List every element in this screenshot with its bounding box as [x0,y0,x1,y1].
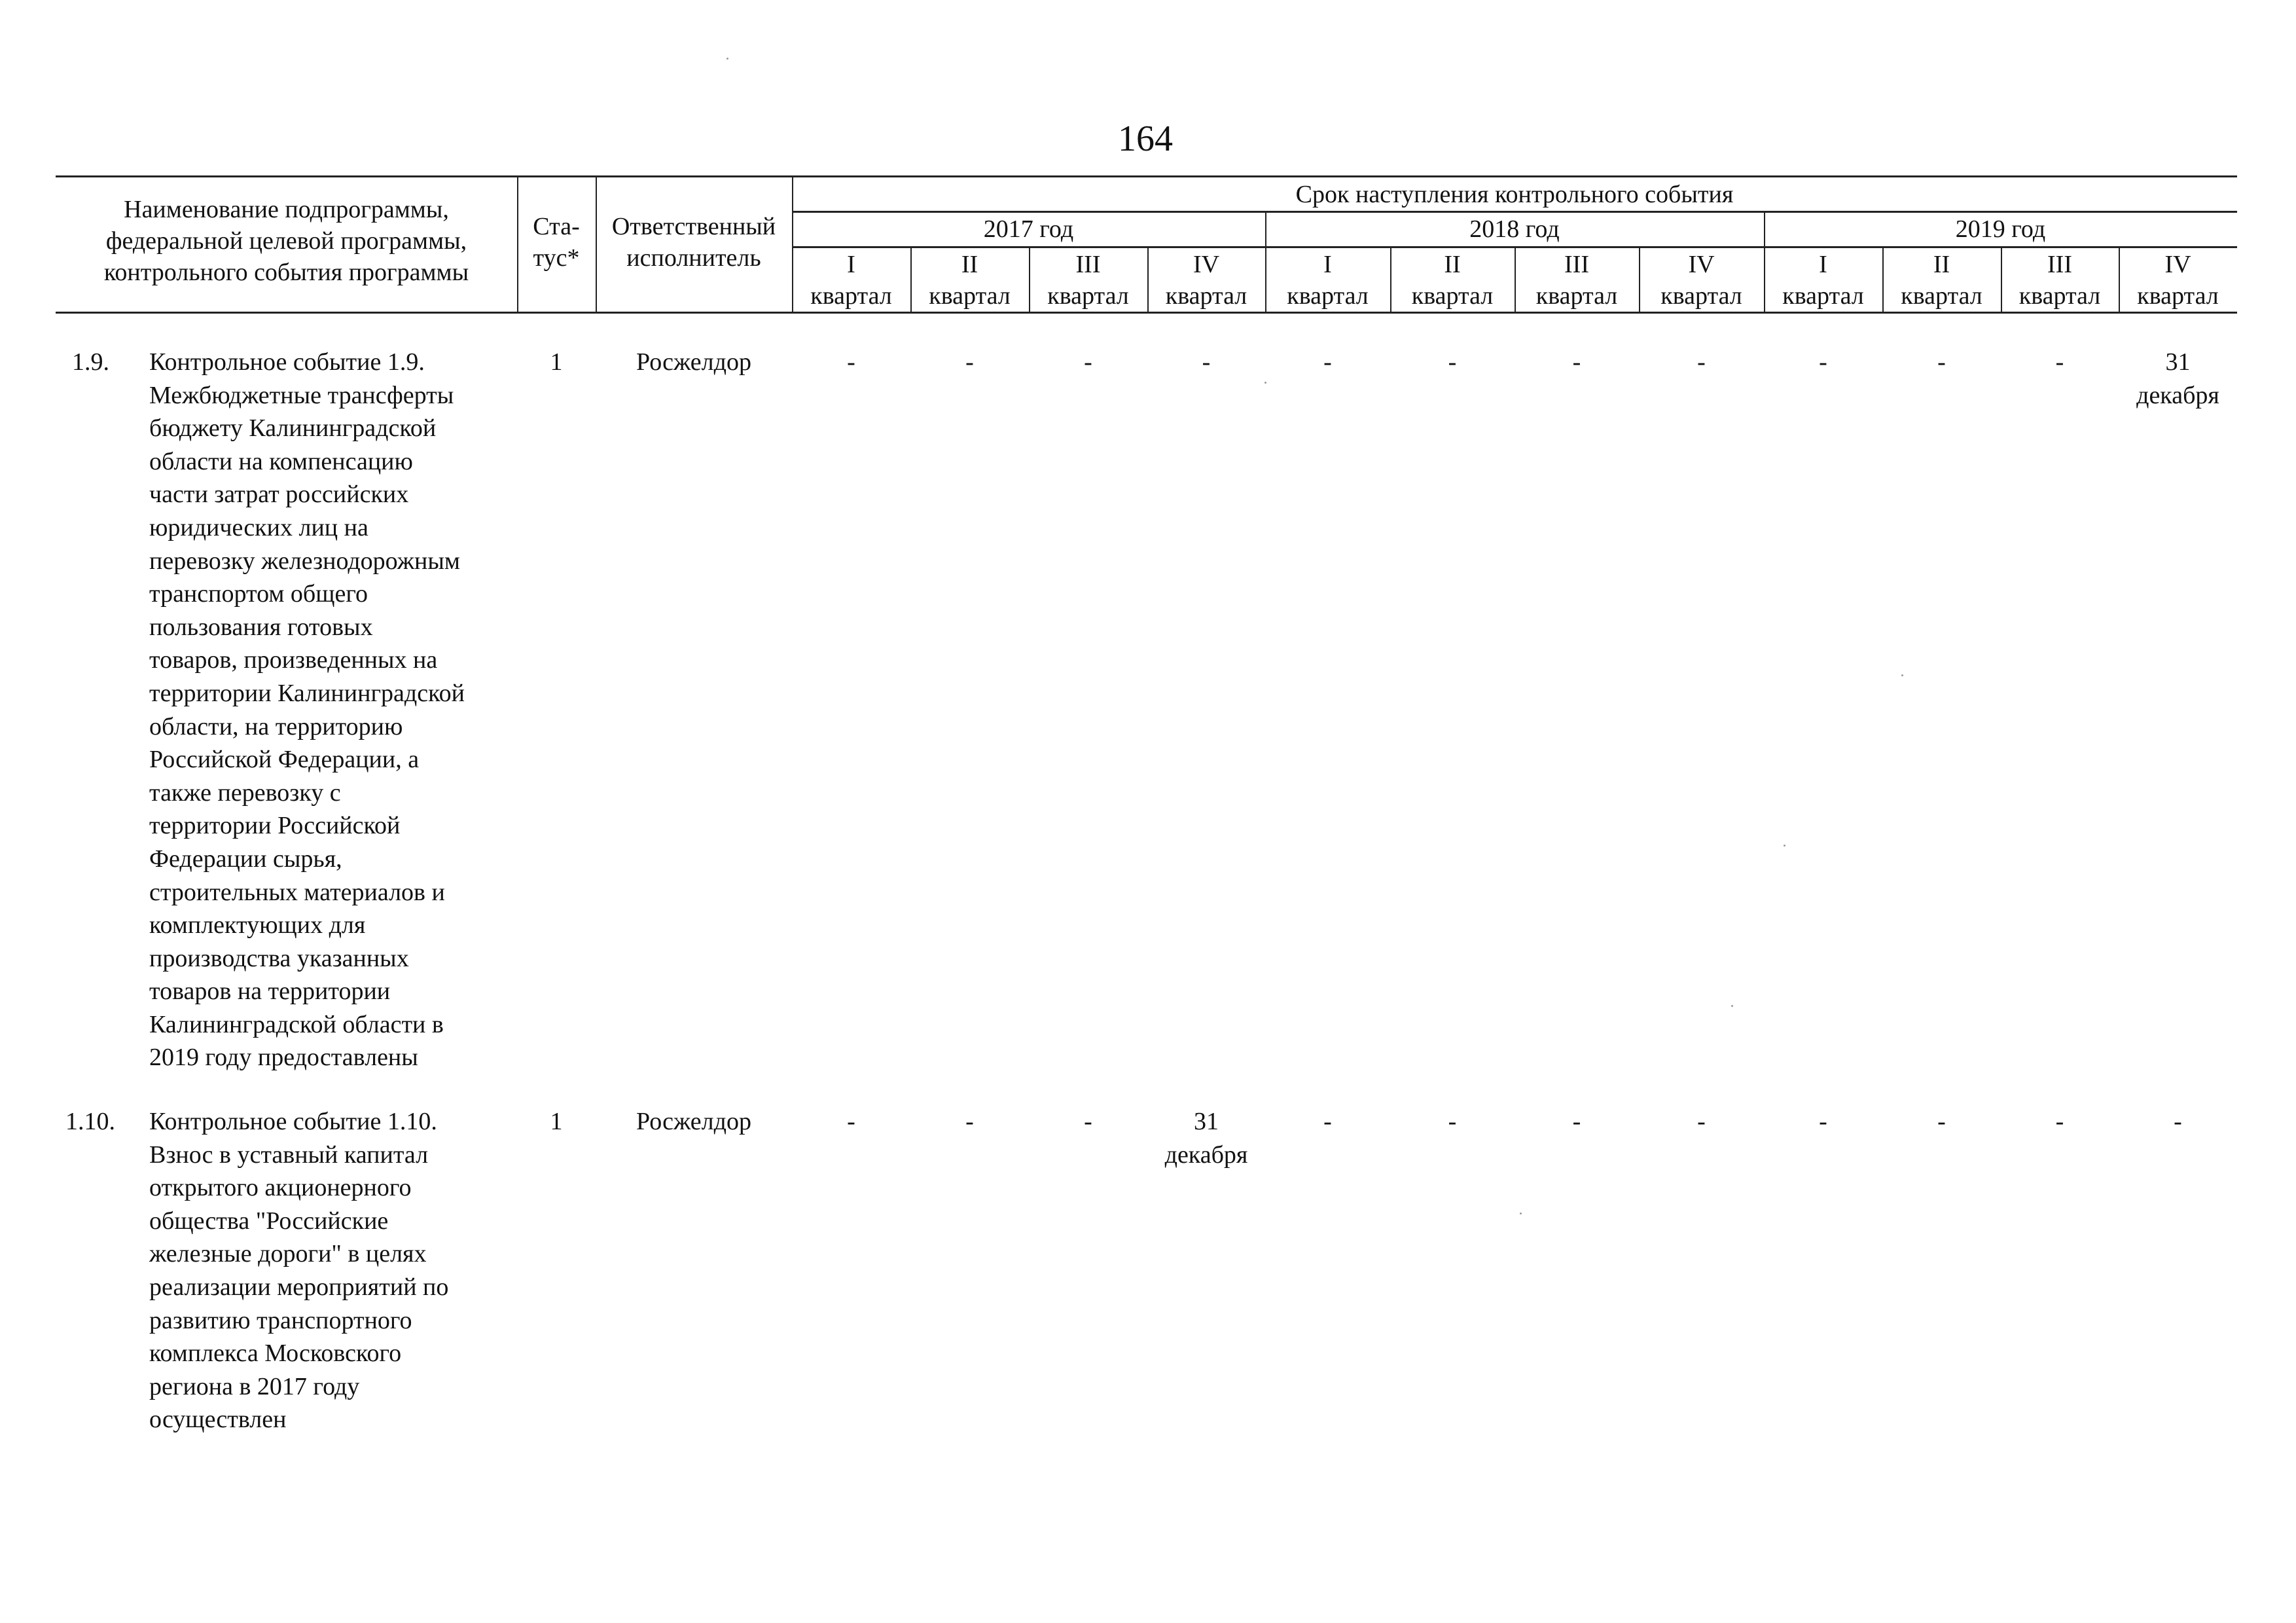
row-name-line: территории Российской [149,812,401,840]
header-year-2017: 2017 год [983,215,1074,243]
header-quarter-numeral: II [961,251,978,278]
quarter-value-line: - [1084,348,1092,376]
row-quarter-value [792,1105,910,1139]
row-quarter-value [2119,1105,2237,1139]
row-name-line: осуществлен [149,1406,287,1434]
row-quarter-value [2001,1105,2119,1139]
row-name-line: железные дороги" в целях [149,1240,427,1268]
header-quarter-word: квартал [810,282,892,310]
scan-speck [1520,1213,1522,1214]
header-quarter-word: квартал [1411,282,1494,310]
scan-speck [1265,382,1266,384]
row-name-line: бюджету Калининградской [149,414,437,443]
page-number: 164 [1118,119,1173,159]
row-name-line: реализации мероприятий по [149,1273,449,1301]
header-quarter-numeral: III [2047,251,2072,278]
row-name-line: товаров, произведенных на [149,646,438,674]
quarter-value-line: 31 [2165,348,2191,376]
scan-speck [1784,845,1785,847]
quarter-value-line: - [847,1108,855,1135]
row-name-line: региона в 2017 году [149,1372,360,1400]
quarter-value-line: - [1323,1108,1332,1135]
row-status: 1 [550,348,563,376]
row-name-line: товаров на территории [149,977,391,1006]
row-quarter-value [1029,1105,1147,1139]
row-name-line: производства указанных [149,944,409,972]
row-quarter-value [910,1105,1029,1139]
row-name-line: Российской Федерации, а [149,746,420,774]
row-quarter-value [792,346,910,379]
scan-speck [726,58,728,60]
row-name-line: Контрольное событие 1.9. [149,348,425,376]
quarter-value-line: - [1448,348,1457,376]
row-quarter-value [2001,346,2119,379]
header-quarter-word: квартал [1782,282,1864,310]
quarter-value-line: - [1937,1108,1946,1135]
header-period-title: Срок наступления контрольного события [1295,181,1734,208]
row-status: 1 [550,1108,563,1135]
header-quarter-word: квартал [1535,282,1618,310]
row-name-line: области на компенсацию [149,447,413,475]
header-year-2018: 2018 год [1469,215,1560,243]
row-quarter-value [1390,1105,1515,1139]
quarter-value-line: - [965,348,974,376]
row-name-line: комплектующих для [149,911,366,939]
row-name-line: общества "Российские [149,1207,389,1235]
header-quarter-word: квартал [929,282,1011,310]
row-name-line: перевозку железнодорожным [149,547,460,575]
row-name-line: территории Калининградской [149,679,465,707]
row-quarter-value [1515,346,1639,379]
row-name-line: Контрольное событие 1.10. [149,1108,437,1135]
header-year-2019: 2019 год [1955,215,2046,243]
header-quarter-word: квартал [2137,282,2219,310]
row-name [149,1105,516,1436]
header-quarter-word: квартал [1287,282,1369,310]
quarter-value-line: - [1448,1108,1457,1135]
header-quarter-word: квартал [1047,282,1129,310]
row-name-line: Взнос в уставный капитал [149,1140,429,1169]
row-quarter-value [1882,346,2001,379]
row-name-line: также перевозку с [149,778,341,807]
quarter-value-line: - [965,1108,974,1135]
quarter-value-line: - [1084,1108,1092,1135]
row-name-line: области, на территорию [149,712,403,740]
row-name-line: комплекса Московского [149,1340,402,1368]
header-name-column-line: контрольного события программы [103,259,469,286]
quarter-value-line: - [2055,1108,2064,1135]
scan-speck [1901,674,1903,676]
header-quarter-numeral: IV [1193,251,1220,278]
row-name-line: части затрат российских [149,481,409,509]
row-name-line: транспортом общего [149,580,368,608]
header-bottom-rule [56,312,2237,314]
quarter-value-line: - [1937,348,1946,376]
quarter-value-line: - [1697,1108,1706,1135]
row-quarter-value [1029,346,1147,379]
header-quarter-word: квартал [2018,282,2101,310]
row-quarter-value [1764,346,1882,379]
header-name-column-line: Наименование подпрограммы, [124,196,449,223]
quarter-value-line: - [2055,348,2064,376]
quarter-value-line: декабря [1164,1140,1248,1169]
quarter-value-line: - [1323,348,1332,376]
quarter-value-line: - [1819,348,1827,376]
header-quarter-numeral: IV [2164,251,2191,278]
row-quarter-value [1147,1105,1265,1171]
header-status-column-line: Ста- [533,213,580,240]
row-name [149,346,516,1074]
row-quarter-value [1639,346,1764,379]
quarter-value-line: - [1572,1108,1581,1135]
row-quarter-value [1265,346,1390,379]
header-quarter-numeral: II [1444,251,1461,278]
row-name-line: пользования готовых [149,613,373,641]
row-name-line: строительных материалов и [149,878,445,906]
row-name-line: 2019 году предоставлены [149,1044,418,1072]
row-name-line: развитию транспортного [149,1306,412,1334]
row-quarter-value [1639,1105,1764,1139]
header-quarter-numeral: III [1564,251,1589,278]
row-quarter-value [1390,346,1515,379]
row-quarter-value [1515,1105,1639,1139]
period-title-rule [792,211,2237,213]
quarter-value-line: - [847,348,855,376]
header-status-column-line: тус* [533,244,580,272]
header-quarter-word: квартал [1901,282,1982,310]
quarter-value-line: - [1572,348,1581,376]
header-quarter-numeral: I [1323,251,1332,278]
header-executor-column-line: Ответственный [611,213,776,240]
row-quarter-value [1147,346,1265,379]
header-quarter-numeral: I [1819,251,1827,278]
quarter-value-line: - [2174,1108,2182,1135]
row-name-line: Федерации сырья, [149,845,342,873]
row-quarter-value [2119,346,2237,412]
row-quarter-value [1764,1105,1882,1139]
header-quarter-numeral: II [1933,251,1950,278]
header-quarter-numeral: I [847,251,855,278]
row-executor: Росжелдор [636,348,751,376]
quarter-value-line: - [1697,348,1706,376]
row-quarter-value [1265,1105,1390,1139]
row-name-line: открытого акционерного [149,1174,412,1202]
quarter-value-line: 31 [1194,1108,1219,1135]
row-name-line: Межбюджетные трансферты [149,381,454,409]
header-quarter-word: квартал [1165,282,1247,310]
row-quarter-value [1882,1105,2001,1139]
header-quarter-numeral: III [1075,251,1101,278]
quarter-value-line: декабря [2136,381,2219,409]
row-name-line: юридических лиц на [149,513,368,541]
header-quarter-word: квартал [1660,282,1742,310]
header-quarter-numeral: IV [1688,251,1715,278]
row-quarter-value [910,346,1029,379]
row-number: 1.9. [72,348,109,376]
row-number: 1.10. [65,1108,115,1135]
quarter-value-line: - [1819,1108,1827,1135]
quarter-value-line: - [1202,348,1211,376]
scan-speck [1731,1005,1733,1007]
row-executor: Росжелдор [636,1108,751,1135]
row-name-line: Калининградской области в [149,1010,444,1038]
header-executor-column-line: исполнитель [626,244,761,272]
table-top-rule [56,175,2237,177]
header-name-column-line: федеральной целевой программы, [105,227,467,255]
